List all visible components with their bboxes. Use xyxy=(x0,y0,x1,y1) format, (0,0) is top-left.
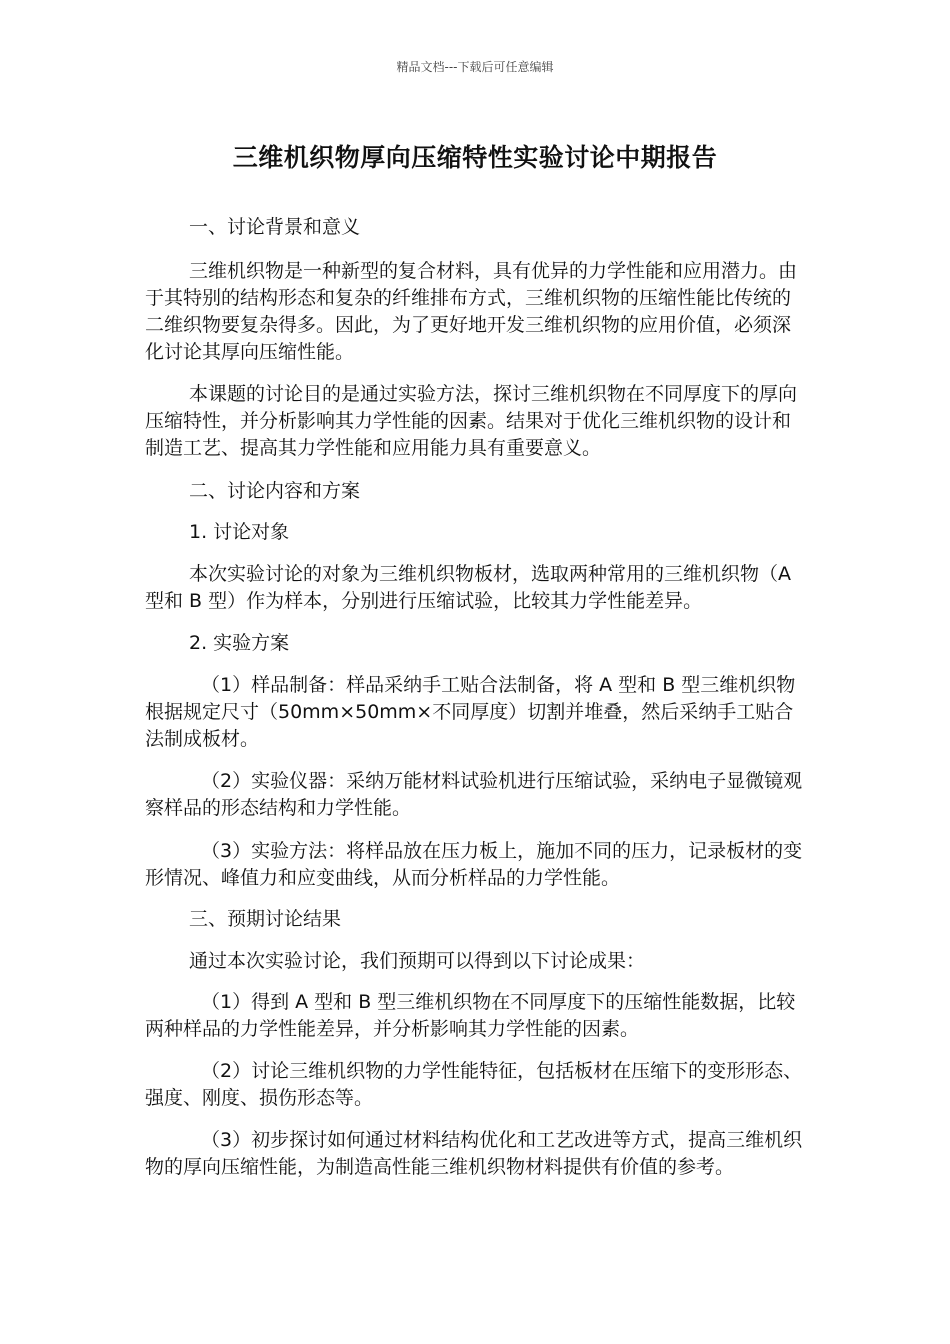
section3-item-1: （1）得到 A 型和 B 型三维机织物在不同厚度下的压缩性能数据，比较两种样品的力学性能差异，并分析影响其力学性能的因素。 xyxy=(145,991,796,1040)
section3-item-2: （2）讨论三维机织物的力学性能特征，包括板材在压缩下的变形形态、强度、刚度、损伤形态等。 xyxy=(145,1060,803,1109)
section2-sub1-heading: 1. 讨论对象 xyxy=(189,521,290,543)
section2-item-2: （2）实验仪器：采纳万能材料试验机进行压缩试验，采纳电子显微镜观察样品的形态结构和力学性能。 xyxy=(145,770,803,819)
section2-item-1: （1）样品制备：样品采纳手工贴合法制备，将 A 型和 B 型三维机织物根据规定尺寸（50mm×50mm×不同厚度）切割并堆叠，然后采纳手工贴合法制成板材。 xyxy=(145,674,796,750)
section1-heading: 一、讨论背景和意义 xyxy=(189,216,361,238)
section3-heading: 三、预期讨论结果 xyxy=(189,908,342,930)
section3-intro: 通过本次实验讨论，我们预期可以得到以下讨论成果： xyxy=(189,950,646,972)
header-note: 精品文档---下载后可任意编辑 xyxy=(396,60,554,74)
section1-paragraph-2: 本课题的讨论目的是通过实验方法，探讨三维机织物在不同厚度下的厚向压缩特性，并分析影响其力学性能的因素。结果对于优化三维机织物的设计和制造工艺、提高其力学性能和应用能力具有重要意义。 xyxy=(145,383,798,459)
section1-paragraph-1: 三维机织物是一种新型的复合材料，具有优异的力学性能和应用潜力。由于其特别的结构形态和复杂的纤维排布方式，三维机织物的压缩性能比传统的二维织物要复杂得多。因此，为了更好地开发三维机织物的应用价值，必须深化讨论其厚向压缩性能。 xyxy=(145,260,798,363)
section2-item-3: （3）实验方法：将样品放在压力板上，施加不同的压力，记录板材的变形情况、峰值力和应变曲线，从而分析样品的力学性能。 xyxy=(145,840,803,889)
section2-sub1-paragraph: 本次实验讨论的对象为三维机织物板材，选取两种常用的三维机织物（A 型和 B 型）作为样本，分别进行压缩试验，比较其力学性能差异。 xyxy=(145,563,791,612)
document-title: 三维机织物厚向压缩特性实验讨论中期报告 xyxy=(232,143,718,172)
section2-heading: 二、讨论内容和方案 xyxy=(189,480,361,502)
section2-sub2-heading: 2. 实验方案 xyxy=(189,632,290,654)
section3-item-3: （3）初步探讨如何通过材料结构优化和工艺改进等方式，提高三维机织物的厚向压缩性能，为制造高性能三维机织物材料提供有价值的参考。 xyxy=(145,1129,803,1178)
